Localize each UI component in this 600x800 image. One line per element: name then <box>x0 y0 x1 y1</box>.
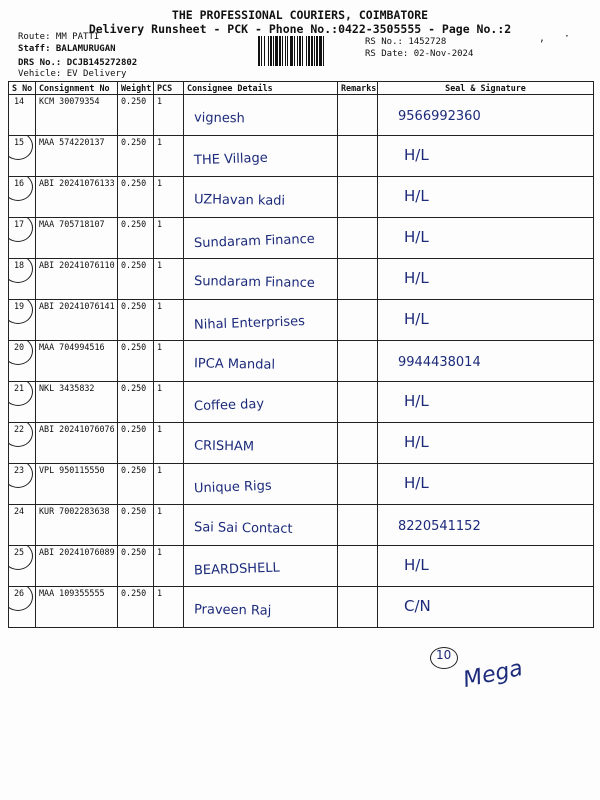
sno-text: 21 <box>14 383 25 393</box>
seal-cell <box>378 300 594 341</box>
consignee-handwriting: BEARDSHELL <box>193 560 281 579</box>
consignee-cell <box>184 423 338 464</box>
sno-circle-mark <box>9 259 34 284</box>
consignment-text: ABI 20241076141 <box>39 301 115 311</box>
col-header-seal: Seal & Signature <box>378 82 594 95</box>
seal-handwriting: 9566992360 <box>398 109 481 124</box>
remarks-cell <box>338 136 378 177</box>
pcs-text: 1 <box>157 96 163 106</box>
sno-cell <box>9 423 36 464</box>
sno-circle-mark <box>9 177 34 202</box>
remarks-cell <box>338 546 378 587</box>
weight-text: 0.250 <box>121 219 147 229</box>
pcs-text: 1 <box>157 219 163 229</box>
seal-handwriting: H/L <box>404 269 429 287</box>
table-row <box>9 341 594 382</box>
pcs-cell <box>154 259 184 300</box>
seal-cell <box>378 218 594 259</box>
weight-cell <box>118 505 154 546</box>
remarks-cell <box>338 382 378 423</box>
seal-handwriting: H/L <box>404 433 429 451</box>
col-header-pcs: PCS <box>154 82 184 95</box>
seal-handwriting: 9944438014 <box>398 355 481 370</box>
consignee-cell <box>184 95 338 136</box>
sno-circle-mark <box>9 218 34 243</box>
consignment-text: MAA 704994516 <box>39 342 105 352</box>
pcs-cell <box>154 177 184 218</box>
pcs-text: 1 <box>157 137 163 147</box>
consignee-handwriting: Sundaram Finance <box>193 231 316 252</box>
remarks-cell <box>338 341 378 382</box>
weight-cell <box>118 300 154 341</box>
sno-text: 24 <box>14 506 25 516</box>
barcode-image <box>258 36 358 66</box>
pcs-cell <box>154 341 184 382</box>
seal-handwriting: H/L <box>404 187 429 205</box>
sno-cell <box>9 259 36 300</box>
pcs-text: 1 <box>157 506 163 516</box>
consignment-text: NKL 3435832 <box>39 383 95 393</box>
consignee-cell <box>184 300 338 341</box>
weight-cell <box>118 382 154 423</box>
runsheet-table <box>8 81 594 628</box>
consignment-cell <box>36 587 118 628</box>
table-row <box>9 136 594 177</box>
pcs-cell <box>154 382 184 423</box>
pcs-text: 1 <box>157 178 163 188</box>
consignee-handwriting: THE Village <box>193 150 268 169</box>
seal-handwriting: H/L <box>404 228 429 246</box>
consignment-cell <box>36 341 118 382</box>
table-row <box>9 177 594 218</box>
sno-text: 17 <box>14 219 25 229</box>
sno-cell <box>9 95 36 136</box>
sno-text: 20 <box>14 342 25 352</box>
weight-cell <box>118 177 154 218</box>
weight-cell <box>118 136 154 177</box>
rs-number: RS No.: 1452728 <box>365 37 447 47</box>
table-row <box>9 95 594 136</box>
remarks-cell <box>338 177 378 218</box>
consignment-cell <box>36 177 118 218</box>
col-header-consignee: Consignee Details <box>184 82 338 95</box>
consignee-cell <box>184 464 338 505</box>
consignment-cell <box>36 423 118 464</box>
pcs-text: 1 <box>157 588 163 598</box>
rs-date: RS Date: 02-Nov-2024 <box>365 49 474 59</box>
consignee-cell <box>184 587 338 628</box>
sno-text: 14 <box>14 96 25 106</box>
sno-circle-mark <box>9 382 34 407</box>
pcs-text: 1 <box>157 547 163 557</box>
weight-text: 0.250 <box>121 465 147 475</box>
sno-cell <box>9 382 36 423</box>
consignment-text: ABI 20241076133 <box>39 178 115 188</box>
weight-cell <box>118 587 154 628</box>
weight-cell <box>118 464 154 505</box>
seal-cell <box>378 546 594 587</box>
seal-cell <box>378 95 594 136</box>
consignee-handwriting: Praveen Raj <box>193 602 272 619</box>
consignee-cell <box>184 136 338 177</box>
weight-cell <box>118 259 154 300</box>
table-header-row <box>9 82 594 95</box>
sno-text: 23 <box>14 465 25 475</box>
sno-cell <box>9 136 36 177</box>
consignee-cell <box>184 177 338 218</box>
seal-cell <box>378 341 594 382</box>
weight-text: 0.250 <box>121 137 147 147</box>
consignee-handwriting: vignesh <box>193 110 245 127</box>
consignee-handwriting: CRISHAM <box>193 438 255 455</box>
pcs-text: 1 <box>157 383 163 393</box>
table-row <box>9 300 594 341</box>
consignment-text: ABI 20241076089 <box>39 547 115 557</box>
weight-cell <box>118 95 154 136</box>
seal-handwriting: H/L <box>404 146 429 164</box>
consignee-handwriting: Coffee day <box>193 396 265 415</box>
pcs-text: 1 <box>157 465 163 475</box>
weight-cell <box>118 546 154 587</box>
pcs-cell <box>154 587 184 628</box>
sno-cell <box>9 546 36 587</box>
footer-signature: Mega <box>461 656 525 693</box>
weight-text: 0.250 <box>121 424 147 434</box>
consignee-cell <box>184 382 338 423</box>
sno-text: 16 <box>14 178 25 188</box>
pcs-cell <box>154 136 184 177</box>
consignment-cell <box>36 464 118 505</box>
runsheet-subtitle: Delivery Runsheet - PCK - Phone No.:0422-3505555 - Page No.:2 <box>88 22 512 36</box>
consignment-text: KCM 30079354 <box>39 96 100 106</box>
remarks-cell <box>338 464 378 505</box>
pcs-cell <box>154 218 184 259</box>
pcs-cell <box>154 505 184 546</box>
sno-circle-mark <box>9 546 34 571</box>
consignment-cell <box>36 95 118 136</box>
pcs-text: 1 <box>157 424 163 434</box>
seal-cell <box>378 505 594 546</box>
pcs-cell <box>154 300 184 341</box>
sno-cell <box>9 300 36 341</box>
weight-text: 0.250 <box>121 260 147 270</box>
weight-cell <box>118 341 154 382</box>
consignment-cell <box>36 505 118 546</box>
consignee-cell <box>184 341 338 382</box>
consignment-text: ABI 20241076076 <box>39 424 115 434</box>
pcs-text: 1 <box>157 301 163 311</box>
seal-cell <box>378 259 594 300</box>
consignment-cell <box>36 546 118 587</box>
sno-text: 19 <box>14 301 25 311</box>
col-header-sno: S No <box>9 82 36 95</box>
table-row <box>9 382 594 423</box>
staff-label: Staff: BALAMURUGAN <box>18 44 116 54</box>
sno-cell <box>9 341 36 382</box>
consignment-cell <box>36 259 118 300</box>
consignment-cell <box>36 218 118 259</box>
remarks-cell <box>338 95 378 136</box>
consignment-text: VPL 950115550 <box>39 465 105 475</box>
pcs-cell <box>154 95 184 136</box>
table-row <box>9 218 594 259</box>
consignment-text: MAA 109355555 <box>39 588 105 598</box>
remarks-cell <box>338 259 378 300</box>
col-header-remarks: Remarks <box>338 82 378 95</box>
sno-text: 25 <box>14 547 25 557</box>
sno-text: 26 <box>14 588 25 598</box>
table-row <box>9 505 594 546</box>
seal-handwriting: 8220541152 <box>398 519 481 534</box>
table-row <box>9 259 594 300</box>
consignee-handwriting: Nihal Enterprises <box>193 314 306 333</box>
pcs-text: 1 <box>157 342 163 352</box>
sno-circle-mark <box>9 423 34 448</box>
seal-cell <box>378 382 594 423</box>
sno-text: 18 <box>14 260 25 270</box>
remarks-cell <box>338 505 378 546</box>
consignee-cell <box>184 505 338 546</box>
seal-handwriting: H/L <box>404 474 429 492</box>
consignment-text: MAA 574220137 <box>39 137 105 147</box>
pcs-cell <box>154 423 184 464</box>
sno-cell <box>9 464 36 505</box>
seal-cell <box>378 587 594 628</box>
weight-text: 0.250 <box>121 588 147 598</box>
table-row <box>9 587 594 628</box>
sno-circle-mark <box>9 587 34 612</box>
sno-circle-mark <box>9 136 34 161</box>
consignee-handwriting: UZHavan kadi <box>193 192 286 209</box>
consignee-handwriting: IPCA Mandal <box>193 356 276 373</box>
drs-number: DRS No.: DCJB145272802 <box>18 58 138 68</box>
table-row <box>9 423 594 464</box>
remarks-cell <box>338 423 378 464</box>
sno-text: 22 <box>14 424 25 434</box>
seal-handwriting: C/N <box>404 597 431 615</box>
seal-handwriting: H/L <box>404 556 429 574</box>
remarks-cell <box>338 587 378 628</box>
remarks-cell <box>338 300 378 341</box>
vehicle-label: Vehicle: EV Delivery <box>18 69 127 79</box>
route-label: Route: MM PATTI <box>18 32 100 42</box>
weight-text: 0.250 <box>121 547 147 557</box>
remarks-cell <box>338 218 378 259</box>
col-header-consignment: Consignment No <box>36 82 118 95</box>
consignment-text: ABI 20241076110 <box>39 260 115 270</box>
seal-handwriting: H/L <box>404 310 429 328</box>
weight-text: 0.250 <box>121 342 147 352</box>
consignee-handwriting: Sai Sai Contact <box>193 520 293 537</box>
seal-cell <box>378 464 594 505</box>
consignment-cell <box>36 136 118 177</box>
sno-cell <box>9 177 36 218</box>
consignee-cell <box>184 218 338 259</box>
seal-handwriting: H/L <box>404 392 429 410</box>
seal-cell <box>378 423 594 464</box>
pcs-cell <box>154 464 184 505</box>
weight-text: 0.250 <box>121 301 147 311</box>
sno-circle-mark <box>9 300 34 325</box>
consignment-text: KUR 7002283638 <box>39 506 110 516</box>
pcs-cell <box>154 546 184 587</box>
consignee-cell <box>184 546 338 587</box>
corner-mark: , <box>540 30 544 44</box>
consignee-handwriting: Sundaram Finance <box>193 273 315 292</box>
table-row <box>9 546 594 587</box>
weight-text: 0.250 <box>121 506 147 516</box>
sno-cell <box>9 587 36 628</box>
sno-cell <box>9 505 36 546</box>
consignment-text: MAA 705718107 <box>39 219 105 229</box>
company-title: THE PROFESSIONAL COURIERS, COIMBATORE <box>171 8 429 22</box>
consignee-cell <box>184 259 338 300</box>
sno-circle-mark <box>9 464 34 489</box>
consignment-cell <box>36 382 118 423</box>
seal-cell <box>378 136 594 177</box>
consignment-cell <box>36 300 118 341</box>
pcs-text: 1 <box>157 260 163 270</box>
sno-circle-mark <box>9 341 34 366</box>
col-header-weight: Weight <box>118 82 154 95</box>
table-row <box>9 464 594 505</box>
weight-text: 0.250 <box>121 383 147 393</box>
footer-count: 10 <box>436 648 452 662</box>
weight-cell <box>118 423 154 464</box>
weight-cell <box>118 218 154 259</box>
consignee-handwriting: Unique Rigs <box>193 478 272 497</box>
seal-cell <box>378 177 594 218</box>
sno-cell <box>9 218 36 259</box>
corner-mark-2: · <box>565 29 569 43</box>
sno-text: 15 <box>14 137 25 147</box>
weight-text: 0.250 <box>121 178 147 188</box>
weight-text: 0.250 <box>121 96 147 106</box>
